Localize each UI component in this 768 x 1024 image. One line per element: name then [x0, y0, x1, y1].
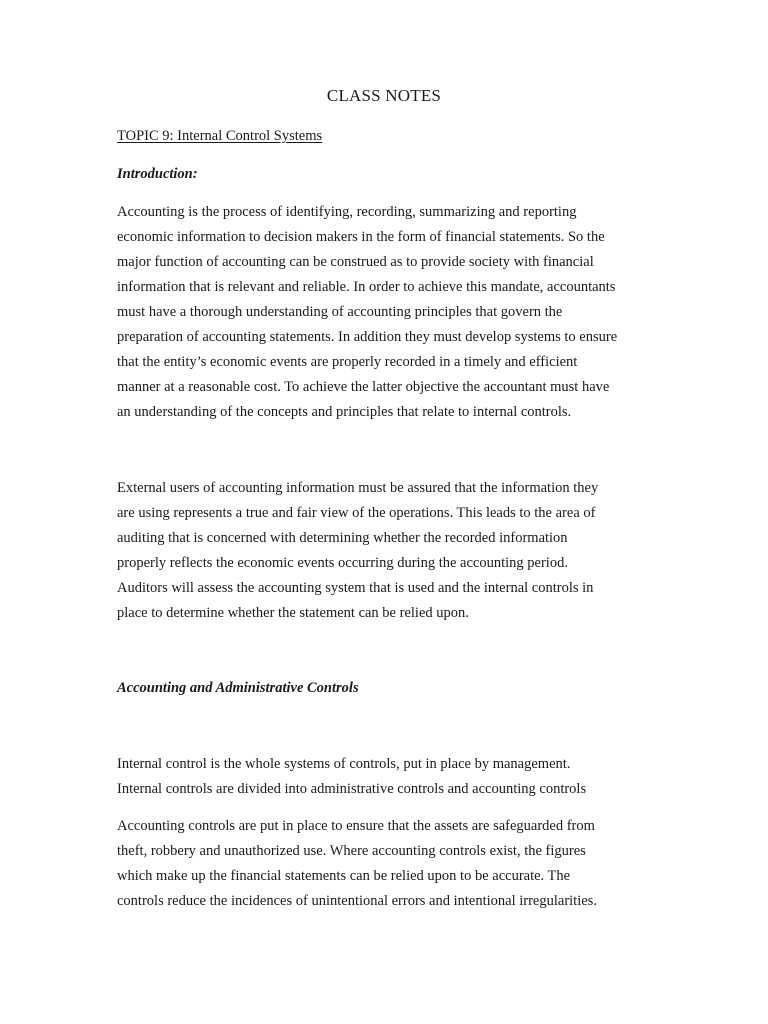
- section-heading-introduction: Introduction:: [117, 166, 198, 182]
- text-line: which make up the financial statements can be relied upon to be accurate. The: [117, 868, 571, 884]
- section-heading-controls: Accounting and Administrative Controls: [117, 680, 359, 696]
- text-line: properly reflects the economic events occurring during the accounting period.: [117, 555, 568, 571]
- text-line: economic information to decision makers in the form of financial statements. So the: [117, 229, 605, 245]
- text-line: Internal controls are divided into administrative controls and accounting controls: [117, 781, 587, 797]
- text-line: Accounting controls are put in place to ensure that the assets are safeguarded from: [117, 818, 595, 834]
- text-line: Internal control is the whole systems of controls, put in place by management.: [117, 756, 571, 772]
- text-line: controls reduce the incidences of unintentional errors and intentional irregularities.: [117, 893, 597, 909]
- text-line: major function of accounting can be construed as to provide society with financial: [117, 254, 594, 270]
- text-line: an understanding of the concepts and principles that relate to internal controls.: [117, 404, 572, 420]
- paragraph-introduction: [117, 200, 657, 425]
- text-line: Auditors will assess the accounting system that is used and the internal controls in: [117, 580, 594, 596]
- text-line: preparation of accounting statements. In addition they must develop systems to ensure: [117, 329, 618, 345]
- text-line: Accounting is the process of identifying, recording, summarizing and reporting: [117, 204, 577, 220]
- text-line: information that is relevant and reliable. In order to achieve this mandate, accountants: [117, 279, 616, 295]
- text-line: must have a thorough understanding of accounting principles that govern the: [117, 304, 563, 320]
- text-line: auditing that is concerned with determining whether the recorded information: [117, 530, 568, 546]
- paragraph-external-users: [117, 476, 657, 626]
- text-line: that the entity’s economic events are properly recorded in a timely and efficient: [117, 354, 578, 370]
- paragraph-internal-control: [117, 752, 657, 802]
- text-line: External users of accounting information must be assured that the information they: [117, 480, 599, 496]
- text-line: theft, robbery and unauthorized use. Where accounting controls exist, the figures: [117, 843, 586, 859]
- text-line: are using represents a true and fair view of the operations. This leads to the area of: [117, 505, 596, 521]
- text-line: place to determine whether the statement can be relied upon.: [117, 605, 469, 621]
- topic-heading: TOPIC 9: Internal Control Systems: [117, 128, 323, 144]
- text-line: manner at a reasonable cost. To achieve the latter objective the accountant must have: [117, 379, 610, 395]
- paragraph-accounting-controls: [117, 814, 657, 914]
- page-title: CLASS NOTES: [326, 86, 442, 105]
